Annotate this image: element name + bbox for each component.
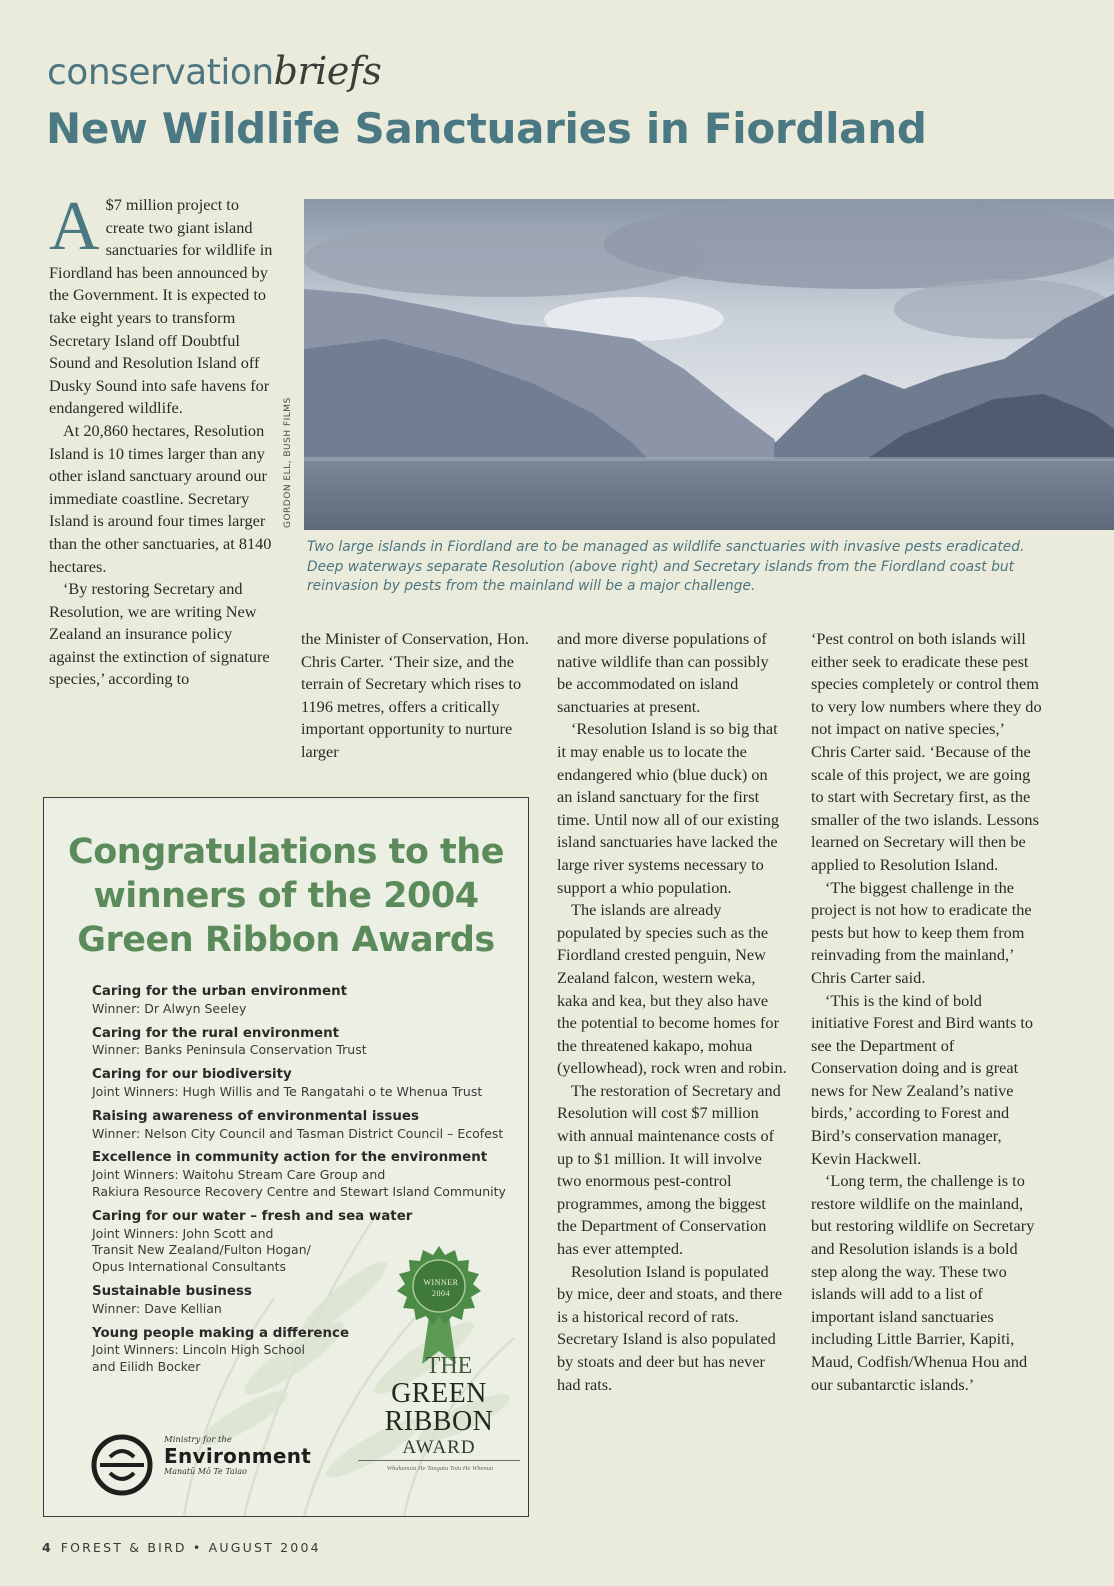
- article-paragraph: ‘Resolution Island is so big that it may enable us to locate the endangered whio (blue duck) on an island sanctuary for the first time. Until now all of our existing island sanctuaries have lacked the large river systems necessary to support a whio population.: [557, 719, 780, 897]
- article-paragraph: and more diverse populations of native wildlife than can possibly be accommodated on island sanctuaries at present.: [557, 629, 769, 716]
- ministry-maori-name: Manatū Mō Te Taiao: [164, 1467, 247, 1476]
- article-paragraph: At 20,860 hectares, Resolution Island is 10 times larger than any other island sanctuary around our immediate coastline. Secretary Island is around four times larger than the other sanctuaries, at 8140 hectares.: [49, 420, 272, 576]
- award-category: Excellence in community action for the environment: [92, 1150, 488, 1166]
- award-winner: Joint Winners: Hugh Willis and Te Rangatahi o te Whenua Trust: [92, 1083, 483, 1099]
- green-ribbon-ad: [43, 797, 529, 1517]
- article-paragraph: ‘Pest control on both islands will either seek to eradicate these pest species completely or control them to very low numbers where they do not impact on native species,’ Chris Carter said. ‘Because of the scale of this project, we are going to start with Secretary first, as the smaller of the two islands. Lessons learned on Secretary will then be applied to Resolution Island.: [811, 629, 1042, 874]
- kicker-conservation: conservation: [47, 52, 274, 93]
- article-paragraph: $7 million project to create two giant island sanctuaries for wildlife in Fiordland has been announced by the Government. It is expected to take eight years to transform Secretary Island off Doubtful Sound and Resolution Island off Dusky Sound into safe havens for endangered wildlife.: [49, 195, 273, 418]
- page-footer: [42, 1540, 321, 1555]
- article-column-1: [49, 188, 275, 691]
- award-winner: Winner: Nelson City Council and Tasman District Council – Ecofest: [92, 1125, 504, 1141]
- fiordland-photo: [304, 199, 1114, 530]
- award-category: Caring for our water – fresh and sea water: [92, 1208, 413, 1224]
- ribbon-award: AWARD: [402, 1437, 476, 1458]
- award-winner: Winner: Dave Kellian: [92, 1300, 222, 1316]
- photo-caption: Two large islands in Fiordland are to be managed as wildlife sanctuaries with invasive pests eradicated. Deep waterways separate Resolution (above right) and Secretary islands from the Fiordland coast but reinvasion by pests from the mainland will be a major challenge.: [307, 539, 1025, 594]
- article-column-3: [557, 628, 787, 1396]
- award-item: [92, 984, 512, 1018]
- award-item: [92, 1067, 512, 1101]
- ribbon-seal-text: [411, 1277, 471, 1299]
- award-item: [92, 1026, 512, 1060]
- fiordland-landscape-image: [304, 199, 1114, 530]
- award-winner: Winner: Dr Alwyn Seeley: [92, 1000, 247, 1016]
- award-winner: Joint Winners: Lincoln High School and Eilidh Bocker: [92, 1342, 305, 1375]
- ribbon-divider: [358, 1460, 520, 1461]
- article-column-4: [811, 628, 1043, 1396]
- drop-cap: A: [49, 188, 100, 265]
- article-paragraph: The restoration of Secretary and Resolution will cost $7 million with annual maintenance costs of up to $1 million. It will involve two enormous pest-control programmes, among the biggest the Department of Conservation has ever attempted.: [557, 1080, 781, 1259]
- article-headline: New Wildlife Sanctuaries in Fiordland: [46, 104, 927, 153]
- ad-title: [44, 830, 528, 962]
- award-winner: Joint Winners: Waitohu Stream Care Group and Rakiura Resource Recovery Centre and Stewart Island Community: [92, 1167, 506, 1199]
- award-category: Sustainable business: [92, 1283, 252, 1299]
- ministry-small-text: Ministry for the: [164, 1435, 232, 1445]
- article-column-2: [301, 628, 529, 764]
- seal-winner: WINNER: [423, 1278, 459, 1287]
- article-paragraph: the Minister of Conservation, Hon. Chris Carter. ‘Their size, and the terrain of Secretary which rises to 1196 metres, offers a critically important opportunity to nurture larger: [301, 629, 529, 761]
- award-category: Raising awareness of environmental issues: [92, 1108, 419, 1124]
- article-paragraph: Resolution Island is populated by mice, deer and stoats, and there is a historical record of rats. Secretary Island is also populated by stoats and deer but has never had rats.: [557, 1261, 783, 1394]
- ministry-wordmark: [164, 1435, 344, 1476]
- award-category: Caring for the urban environment: [92, 984, 347, 999]
- article-paragraph: ‘By restoring Secretary and Resolution, we are writing New Zealand an insurance policy against the extinction of signature species,’ according to: [49, 579, 270, 689]
- ad-title-line: Congratulations to the: [68, 832, 504, 872]
- ribbon-green: GREEN: [391, 1378, 487, 1409]
- green-ribbon-rosette-icon: [374, 1246, 504, 1366]
- award-category: Caring for our biodiversity: [92, 1067, 292, 1083]
- award-winner: Joint Winners: John Scott and Transit New Zealand/Fulton Hogan/ Opus International Consultants: [92, 1225, 311, 1275]
- photo-credit: GORDON ELL, BUSH FILMS: [283, 397, 293, 528]
- page-number: 4: [42, 1540, 51, 1555]
- award-item: [92, 1150, 512, 1200]
- section-kicker: [47, 49, 382, 93]
- article-paragraph: The islands are already populated by species such as the Fiordland crested penguin, New Zealand falcon, western weka, kaka and kea, but they also have the potential to become homes for the threatened kakapo, mohua (yellowhead), rock wren and robin.: [557, 900, 787, 1078]
- ribbon-tagline: Whakanuia He Tangata Toiu He Whenua: [386, 1465, 494, 1472]
- award-winner: Winner: Banks Peninsula Conservation Trust: [92, 1042, 367, 1058]
- publication-info: FOREST & BIRD • AUGUST 2004: [60, 1540, 321, 1555]
- article-paragraph: ‘Long term, the challenge is to restore wildlife on the mainland, but restoring wildlife on Secretary and Resolution islands is a bold step along the way. These two islands will add to a list of important island sanctuaries including Little Barrier, Kapiti, Maud, Codfish/Whenua Hou and our subantarctic islands.’: [811, 1171, 1035, 1394]
- award-category: Caring for the rural environment: [92, 1025, 340, 1041]
- article-paragraph: ‘This is the kind of bold initiative Forest and Bird wants to see the Department of Conservation doing and is great news for New Zealand’s native birds,’ according to Forest and Bird’s conservation manager, Kevin Hackwell.: [811, 990, 1034, 1168]
- article-paragraph: ‘The biggest challenge in the project is not how to eradicate the pests but how to keep them from reinvading from the mainland,’ Chris Carter said.: [811, 877, 1032, 987]
- ribbon-ribbon: RIBBON: [384, 1406, 494, 1437]
- seal-year: 2004: [432, 1289, 450, 1298]
- ribbon-the: THE: [425, 1353, 473, 1379]
- ad-title-line: winners of the 2004: [93, 876, 479, 916]
- kicker-briefs: briefs: [273, 49, 382, 93]
- ministry-name: Environment: [164, 1444, 312, 1468]
- ad-title-line: Green Ribbon Awards: [77, 920, 495, 960]
- ministry-environment-logo-icon: [90, 1433, 154, 1497]
- award-category: Young people making a difference: [92, 1325, 350, 1341]
- award-item: [92, 1109, 512, 1143]
